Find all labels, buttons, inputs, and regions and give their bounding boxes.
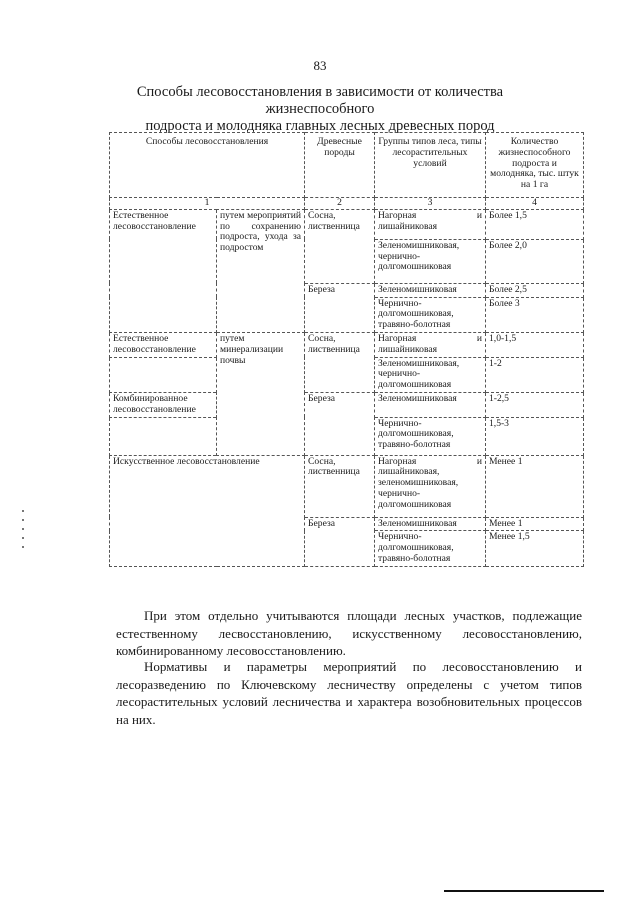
method-natural: Естественное лесовосстановление [113, 209, 196, 232]
forest-type-r7: Зеленомишниковая [375, 392, 486, 417]
method-artificial: Искусственное лесовосстановление [113, 455, 260, 467]
quantity-r8: 1,5-3 [486, 417, 584, 455]
forest-type-r11: Чернично-долгомошниковая, травяно-болотная [375, 531, 486, 566]
species-birch: Береза [308, 283, 335, 295]
table-row [110, 392, 584, 417]
table-row [110, 455, 584, 517]
method-combined: Комбинированное лесовосстановление [113, 392, 196, 415]
species-pine-2-cell [305, 332, 375, 392]
paragraph-norms: Нормативы и параметры мероприятий по лесовосстановлению и лесоразведению по Ключевскому лесничеству определены с учетом типов лесорастительных условий лесничества и характера возобновительных процессов на них. [116, 659, 582, 727]
quantity-r5: 1,0-1,5 [486, 332, 584, 357]
column-number-1: 1 [110, 198, 305, 210]
method-natural-2: Естественное лесовосстановление [113, 332, 196, 355]
way-preserve-cell [217, 209, 305, 332]
quantity-r4: Более 3 [486, 297, 584, 332]
forest-type-r6: Зеленомишниковая, чернично-долгомошниковая [375, 357, 486, 392]
species-birch-cell [305, 283, 375, 332]
species-pine-cell [305, 209, 375, 283]
forest-type-r10: Зеленомишниковая [375, 517, 486, 531]
forest-type-r1: Нагорная и лишайниковая [375, 209, 486, 239]
forest-type-r3: Зеленомишниковая [375, 283, 486, 297]
method-natural-2-cell [110, 332, 217, 357]
page-number: 83 [313, 58, 327, 73]
species-pine-2: Сосна, лиственница [308, 332, 360, 355]
table-row [110, 332, 584, 357]
title-line-1: Способы лесовосстановления в зависимости от количества жизнеспособного [136, 84, 504, 117]
quantity-r3: Более 2,5 [486, 283, 584, 297]
quantity-r1: Более 1,5 [486, 209, 584, 239]
quantity-r9: Менее 1 [486, 455, 584, 517]
title-line-2: подроста и молодняка главных лесных древесных пород [145, 118, 495, 134]
quantity-r7: 1-2,5 [486, 392, 584, 417]
quantity-r6: 1-2 [486, 357, 584, 392]
header-methods: Способы лесовосстановления [110, 133, 305, 198]
header-species: Древесные породы [305, 133, 375, 198]
document-title [100, 84, 540, 135]
species-birch-3: Береза [308, 517, 335, 529]
method-combined-cell [110, 392, 217, 417]
reforestation-table [109, 132, 584, 567]
empty-method-cell [110, 357, 217, 392]
column-number-row [110, 198, 584, 210]
method-artificial-cell [110, 455, 305, 566]
reforestation-table-wrapper [109, 132, 583, 567]
column-number-4: 4 [486, 198, 584, 210]
header-quantity: Количество жизнеспособного подроста и молодняка, тыс. штук на 1 га [486, 133, 584, 198]
species-pine-3-cell [305, 455, 375, 517]
forest-type-r2: Зеленомишниковая, чернично-долгомошниковая [375, 239, 486, 283]
species-birch-2-cell [305, 392, 375, 455]
method-natural-cell [110, 209, 217, 332]
forest-type-r5: Нагорная и лишайниковая [375, 332, 486, 357]
table-header-row [110, 133, 584, 198]
forest-type-r4: Чернично-долгомошниковая, травяно-болотная [375, 297, 486, 332]
quantity-r10: Менее 1 [486, 517, 584, 531]
species-pine-3: Сосна, лиственница [308, 455, 360, 478]
way-mineral-cell [217, 332, 305, 455]
way-preserve: путем мероприятий по сохранению подроста, ухода за подростом [220, 209, 301, 254]
table-row [110, 209, 584, 239]
forest-type-r9: Нагорная и лишайниковая, зеленомишниковая, чернично-долгомошниковая [375, 455, 486, 517]
footer-rule [444, 890, 604, 892]
column-number-2: 2 [305, 198, 375, 210]
forest-type-r8: Чернично-долгомошниковая, травяно-болотная [375, 417, 486, 455]
header-forest-types: Группы типов леса, типы лесорастительных условий [375, 133, 486, 198]
species-birch-3-cell [305, 517, 375, 566]
species-birch-2: Береза [308, 392, 335, 404]
quantity-r2: Более 2,0 [486, 239, 584, 283]
way-mineral: путем минерализации почвы [220, 332, 284, 366]
column-number-3: 3 [375, 198, 486, 210]
species-pine: Сосна, лиственница [308, 209, 360, 232]
scan-margin-marks [20, 510, 26, 555]
empty-method-cell-2 [110, 417, 217, 455]
paragraph-areas: При этом отдельно учитываются площади лесных участков, подлежащие естественному лесвосстановлению, искусственному лесовосстановлению, комбинированному лесовосстановлению. [116, 608, 582, 658]
quantity-r11: Менее 1,5 [486, 531, 584, 566]
